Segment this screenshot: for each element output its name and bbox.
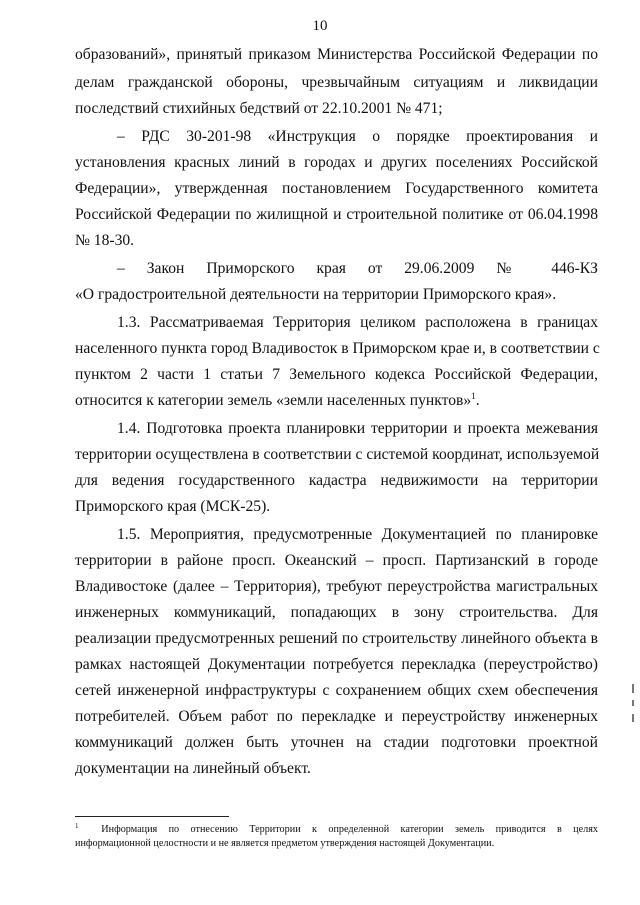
paragraph-1-3-line: 1.3. Рассматриваемая Территория целиком расположена в границах (117, 314, 598, 331)
text-line: последствий стихийных бедствий от 22.10.2001 № 471; (75, 100, 443, 117)
footnote-marker: 1 (75, 822, 79, 830)
scan-mark (632, 700, 634, 706)
list-item-line: – Закон Приморского края от 29.06.2009 № 446-КЗ (117, 260, 598, 277)
paragraph-1-4-line: 1.4. Подготовка проекта планировки территории и проекта межевания (117, 420, 598, 437)
text-line: делам гражданской обороны, чрезвычайным ситуациям и ликвидации (75, 74, 598, 91)
text-line: реализации предусмотренных решений по строительству линейного объекта в (75, 630, 598, 647)
text-line: для ведения государственного кадастра недвижимости на территории (75, 472, 598, 489)
footnote-line (75, 823, 598, 836)
text-line-with-footnote (75, 391, 598, 411)
footnote-reference: 1 (471, 391, 476, 401)
scan-mark (632, 684, 634, 693)
text-line: коммуникаций должен быть уточнен на стадии подготовки проектной (75, 734, 598, 751)
text-line: установления красных линий в городах и других поселениях Российской (75, 154, 598, 171)
text-line: территории осуществлена в соответствии с системой координат, используемой (75, 446, 600, 463)
text-line: «О градостроительной деятельности на территории Приморского края». (75, 286, 557, 303)
text-line: территории в районе просп. Океанский – просп. Партизанский в городе (75, 552, 598, 569)
text-line: рамках настоящей Документации потребуется перекладка (переустройство) (75, 656, 598, 673)
text-line: Федерации», утвержденная постановлением Государственного комитета (75, 180, 598, 197)
text-line: инженерных коммуникаций, попадающих в зону строительства. Для (75, 604, 598, 621)
text-line: документации на линейный объект. (75, 760, 311, 777)
text-segment: относится к категории земель «земли населенных пунктов» (75, 392, 472, 409)
text-line: Российской Федерации по жилищной и строительной политике от 06.04.1998 (75, 206, 598, 223)
text-line: Приморского края (МСК-25). (75, 498, 271, 515)
text-line: населенного пункта город Владивосток в Приморском крае и, в соответствии с (75, 340, 600, 357)
text-line: образований», принятый приказом Министерства Российской Федерации по (75, 46, 598, 63)
footnote-divider (75, 816, 229, 817)
text-line: сетей инженерной инфраструктуры с сохранением общих схем обеспечения (75, 682, 598, 699)
footnote-line: информационной целостности и не является предметом утверждения настоящей Документации. (75, 838, 495, 849)
text-line: Владивостоке (далее – Территория), требуют переустройства магистральных (75, 578, 598, 595)
footnote-text: Информация по отнесению Территории к определенной категории земель приводится в целях (101, 824, 598, 835)
text-line: пунктом 2 части 1 статьи 7 Земельного кодекса Российской Федерации, (75, 366, 598, 383)
period: . (475, 392, 480, 409)
scan-mark (632, 714, 634, 722)
page-number: 10 (312, 18, 328, 34)
text-line: потребителей. Объем работ по перекладке и переустройству инженерных (75, 708, 598, 725)
list-item-line: – РДС 30-201-98 «Инструкция о порядке проектирования и (117, 128, 598, 145)
paragraph-1-5-line: 1.5. Мероприятия, предусмотренные Документацией по планировке (117, 526, 598, 543)
text-line: № 18-30. (75, 232, 135, 249)
